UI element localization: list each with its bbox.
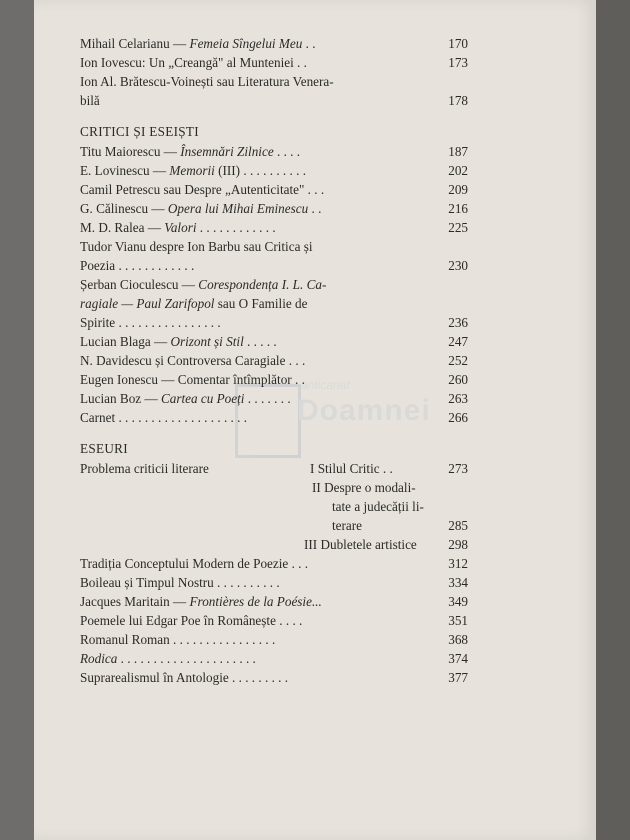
toc-entry: Carnet . . . . . . . . . . . . . . . . . . . . 266 bbox=[80, 410, 468, 425]
toc-entry: Poemele lui Edgar Poe în Românește . . . . 351 bbox=[80, 613, 468, 628]
toc-entry-text: bilă bbox=[80, 93, 100, 108]
toc-entry: Lucian Boz — Cartea cu Poeți . . . . . . . 263 bbox=[80, 391, 468, 406]
toc-entry: Suprarealismul în Antologie . . . . . . . . . 377 bbox=[80, 670, 468, 685]
toc-group-top bbox=[80, 34, 468, 110]
toc-entry: Poezia . . . . . . . . . . . . 230 bbox=[80, 258, 468, 273]
toc-page-number: 173 bbox=[448, 55, 468, 70]
toc-entry: terare 285 bbox=[332, 518, 468, 533]
toc-entry: II Despre o modali- bbox=[312, 480, 416, 495]
toc-entry bbox=[80, 91, 468, 110]
background-edge bbox=[596, 0, 630, 840]
section-heading-eseuri: ESEURI bbox=[80, 441, 128, 456]
toc-entry: tate a judecății li- bbox=[332, 499, 424, 514]
toc-entry bbox=[80, 53, 468, 72]
toc-entry-text: Ion Iovescu: Un „Creangă" al Munteniei . . bbox=[80, 55, 307, 70]
toc-entry: Tudor Vianu despre Ion Barbu sau Critica și bbox=[80, 239, 313, 254]
section-heading-critici: CRITICI ȘI ESEIȘTI bbox=[80, 124, 199, 139]
toc-group-critici bbox=[80, 142, 468, 427]
toc-entry-text: Mihail Celarianu — Femeia Sîngelui Meu . . bbox=[80, 36, 316, 51]
toc-entry: Jacques Maritain — Frontières de la Poésie... 349 bbox=[80, 594, 468, 609]
toc-entry: Lucian Blaga — Orizont și Stil . . . . . 247 bbox=[80, 334, 468, 349]
toc-entry: Rodica . . . . . . . . . . . . . . . . . . . . . 374 bbox=[80, 651, 468, 666]
toc-entry: E. Lovinescu — Memorii (III) . . . . . . . . . . 202 bbox=[80, 163, 468, 178]
toc-entry: Camil Petrescu sau Despre „Autenticitate" . . . 209 bbox=[80, 182, 468, 197]
toc-entry: Titu Maiorescu — Însemnări Zilnice . . . . 187 bbox=[80, 144, 468, 159]
toc-entry bbox=[80, 34, 468, 53]
toc-page-number: 170 bbox=[448, 36, 468, 51]
toc-group-eseuri bbox=[80, 459, 468, 687]
toc-entry: Boileau și Timpul Nostru . . . . . . . . . . 334 bbox=[80, 575, 468, 590]
toc-entry: III Dubletele artistice 298 bbox=[304, 537, 468, 552]
toc-entry: Tradiția Conceptului Modern de Poezie . . . 312 bbox=[80, 556, 468, 571]
toc-entry: Eugen Ionescu — Comentar întîmplător . . 260 bbox=[80, 372, 468, 387]
toc-entry-text: Ion Al. Brătescu-Voinești sau Literatura Venera- bbox=[80, 74, 334, 89]
toc-entry: G. Călinescu — Opera lui Mihai Eminescu . . 216 bbox=[80, 201, 468, 216]
toc-entry: Romanul Roman . . . . . . . . . . . . . . . . 368 bbox=[80, 632, 468, 647]
toc-entry bbox=[80, 72, 468, 91]
toc-entry: Șerban Cioculescu — Corespondența I. L. Ca- bbox=[80, 277, 327, 292]
toc-entry: Problema criticii literare I Stilul Critic . . 273 bbox=[80, 461, 468, 476]
toc-entry: N. Davidescu și Controversa Caragiale . . . 252 bbox=[80, 353, 468, 368]
watermark-line1: anticariat bbox=[301, 378, 350, 392]
toc-entry: M. D. Ralea — Valori . . . . . . . . . . . . 225 bbox=[80, 220, 468, 235]
watermark-line2: Doamnei bbox=[297, 394, 431, 427]
toc-page-number: 178 bbox=[448, 93, 468, 108]
toc-entry: Spirite . . . . . . . . . . . . . . . . 236 bbox=[80, 315, 468, 330]
table-of-contents bbox=[80, 34, 468, 687]
toc-entry: ragiale — Paul Zarifopol sau O Familie de bbox=[80, 296, 308, 311]
